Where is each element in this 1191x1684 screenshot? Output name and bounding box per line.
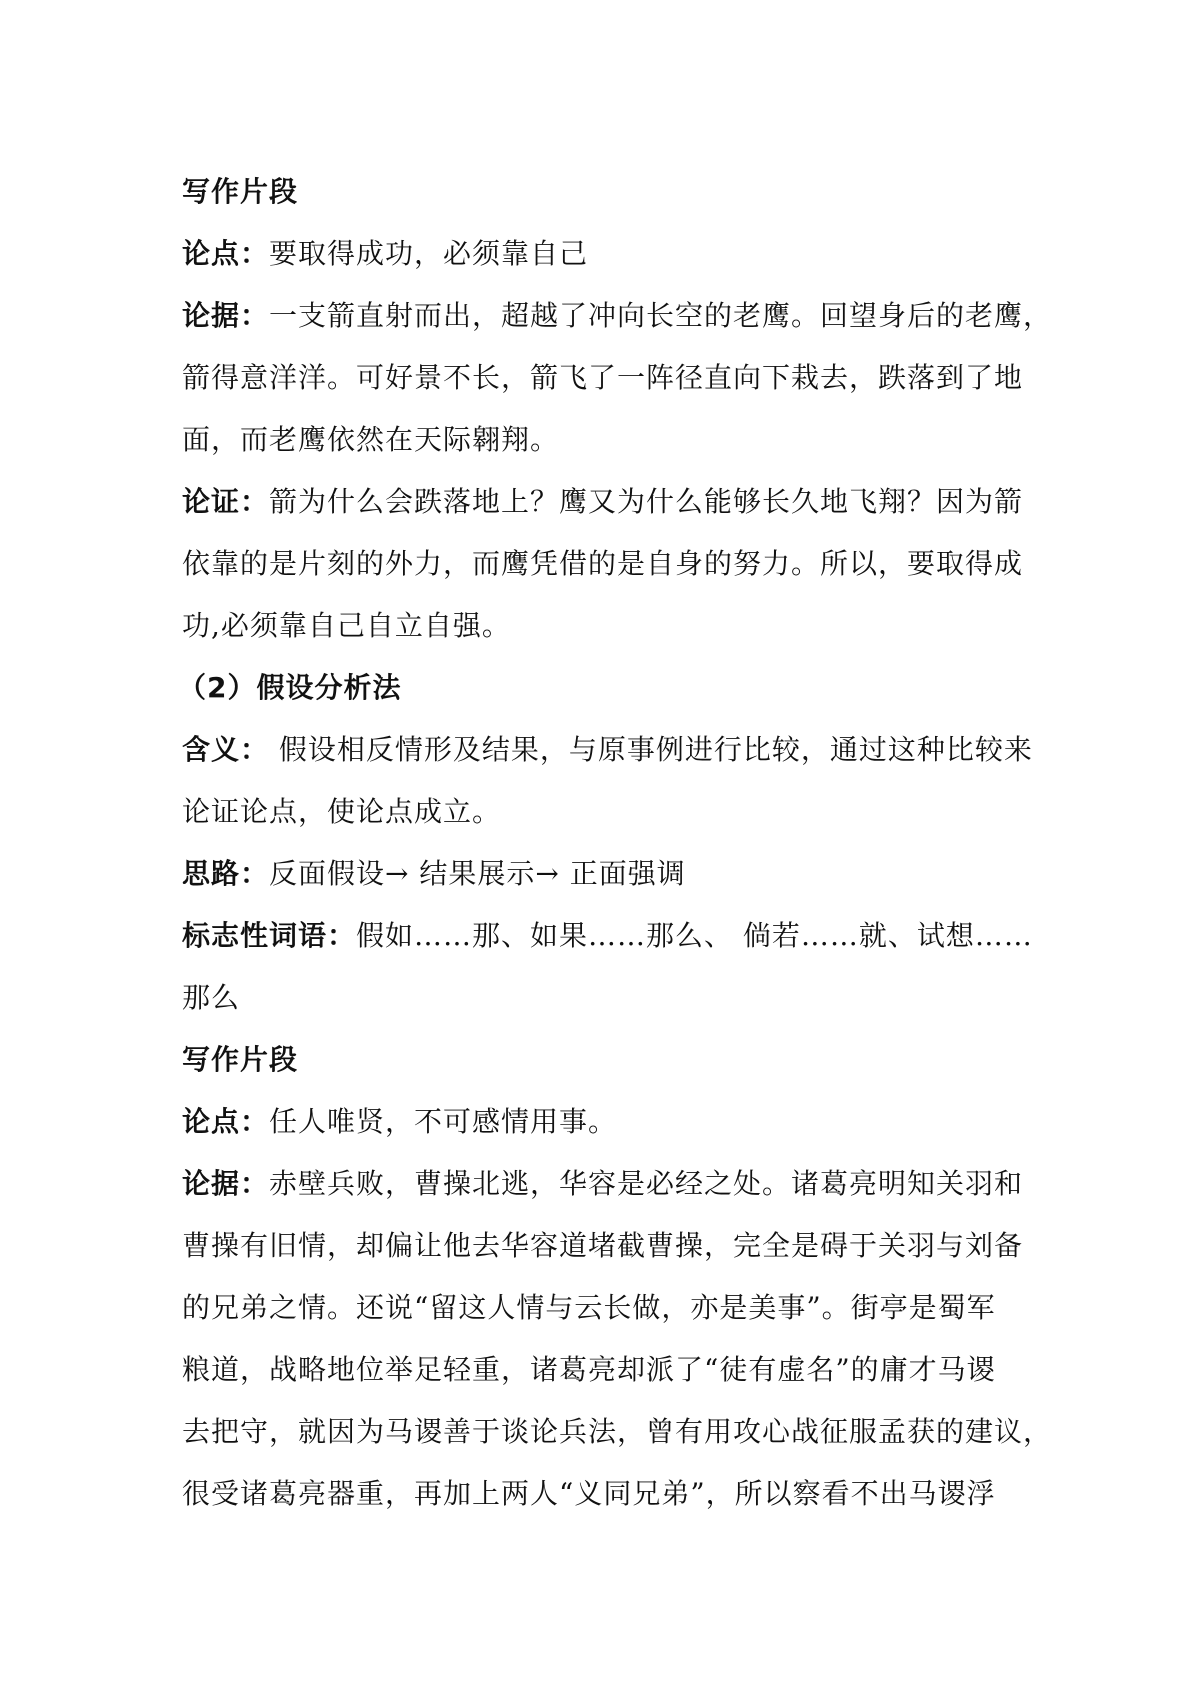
evidence-text: 一支箭直射而出，超越了冲向长空的老鹰。回望身后的老鹰， [269, 299, 1053, 332]
argument-text: 箭为什么会跌落地上？鹰又为什么能够长久地飞翔？因为箭 [269, 485, 1024, 518]
evidence-line: 箭得意洋洋。可好景不长，箭飞了一阵径直向下栽去，跌落到了地 [182, 361, 1024, 394]
markers-label: 标志性词语： [182, 919, 357, 952]
evidence-label: 论据： [182, 1167, 270, 1200]
meaning-text: 假设相反情形及结果，与原事例进行比较，通过这种比较来 [269, 733, 1033, 766]
thesis-line [182, 230, 588, 278]
approach-text: 反面假设→ 结果展示→ 正面强调 [269, 857, 686, 890]
argument-line: 功,必须靠自己自立自强。 [182, 609, 511, 642]
evidence-line: 的兄弟之情。还说“留这人情与云长做，亦是美事”。街亭是蜀军 [182, 1291, 996, 1324]
evidence-text: 赤壁兵败，曹操北逃，华容是必经之处。诸葛亮明知关羽和 [269, 1167, 1024, 1200]
markers-line [182, 912, 1033, 960]
markers-line: 那么 [182, 981, 241, 1014]
evidence-label: 论据： [182, 299, 270, 332]
argument-line: 依靠的是片刻的外力，而鹰凭借的是自身的努力。所以，要取得成 [182, 547, 1024, 580]
thesis-label: 论点： [182, 237, 270, 270]
meaning-line [182, 726, 1033, 774]
meaning-line: 论证论点，使论点成立。 [182, 795, 502, 828]
evidence-line: 面，而老鹰依然在天际翱翔。 [182, 423, 560, 456]
approach-line [182, 850, 686, 898]
approach-label: 思路： [182, 857, 270, 890]
argument-label: 论证： [182, 485, 270, 518]
section-heading: 写作片段 [182, 175, 299, 208]
section-heading: 写作片段 [182, 1043, 299, 1076]
evidence-line: 粮道，战略地位举足轻重，诸葛亮却派了“徒有虚名”的庸才马谡 [182, 1353, 996, 1386]
argument-line [182, 478, 1023, 526]
thesis-line [182, 1098, 617, 1146]
thesis-text: 要取得成功，必须靠自己 [269, 237, 589, 270]
evidence-line: 很受诸葛亮器重，再加上两人“义同兄弟”，所以察看不出马谡浮 [182, 1477, 996, 1510]
thesis-text: 任人唯贤，不可感情用事。 [269, 1105, 618, 1138]
meaning-label: 含义： [182, 733, 270, 766]
evidence-line: 曹操有旧情，却偏让他去华容道堵截曹操，完全是碍于关羽与刘备 [182, 1229, 1024, 1262]
evidence-line [182, 292, 1052, 340]
evidence-line: 去把守，就因为马谡善于谈论兵法，曾有用攻心战征服孟获的建议， [182, 1415, 1053, 1448]
markers-text: 假如……那、如果……那么、 倘若……就、试想…… [356, 919, 1033, 952]
method-title: （2）假设分析法 [178, 671, 402, 704]
thesis-label: 论点： [182, 1105, 270, 1138]
evidence-line [182, 1160, 1023, 1208]
